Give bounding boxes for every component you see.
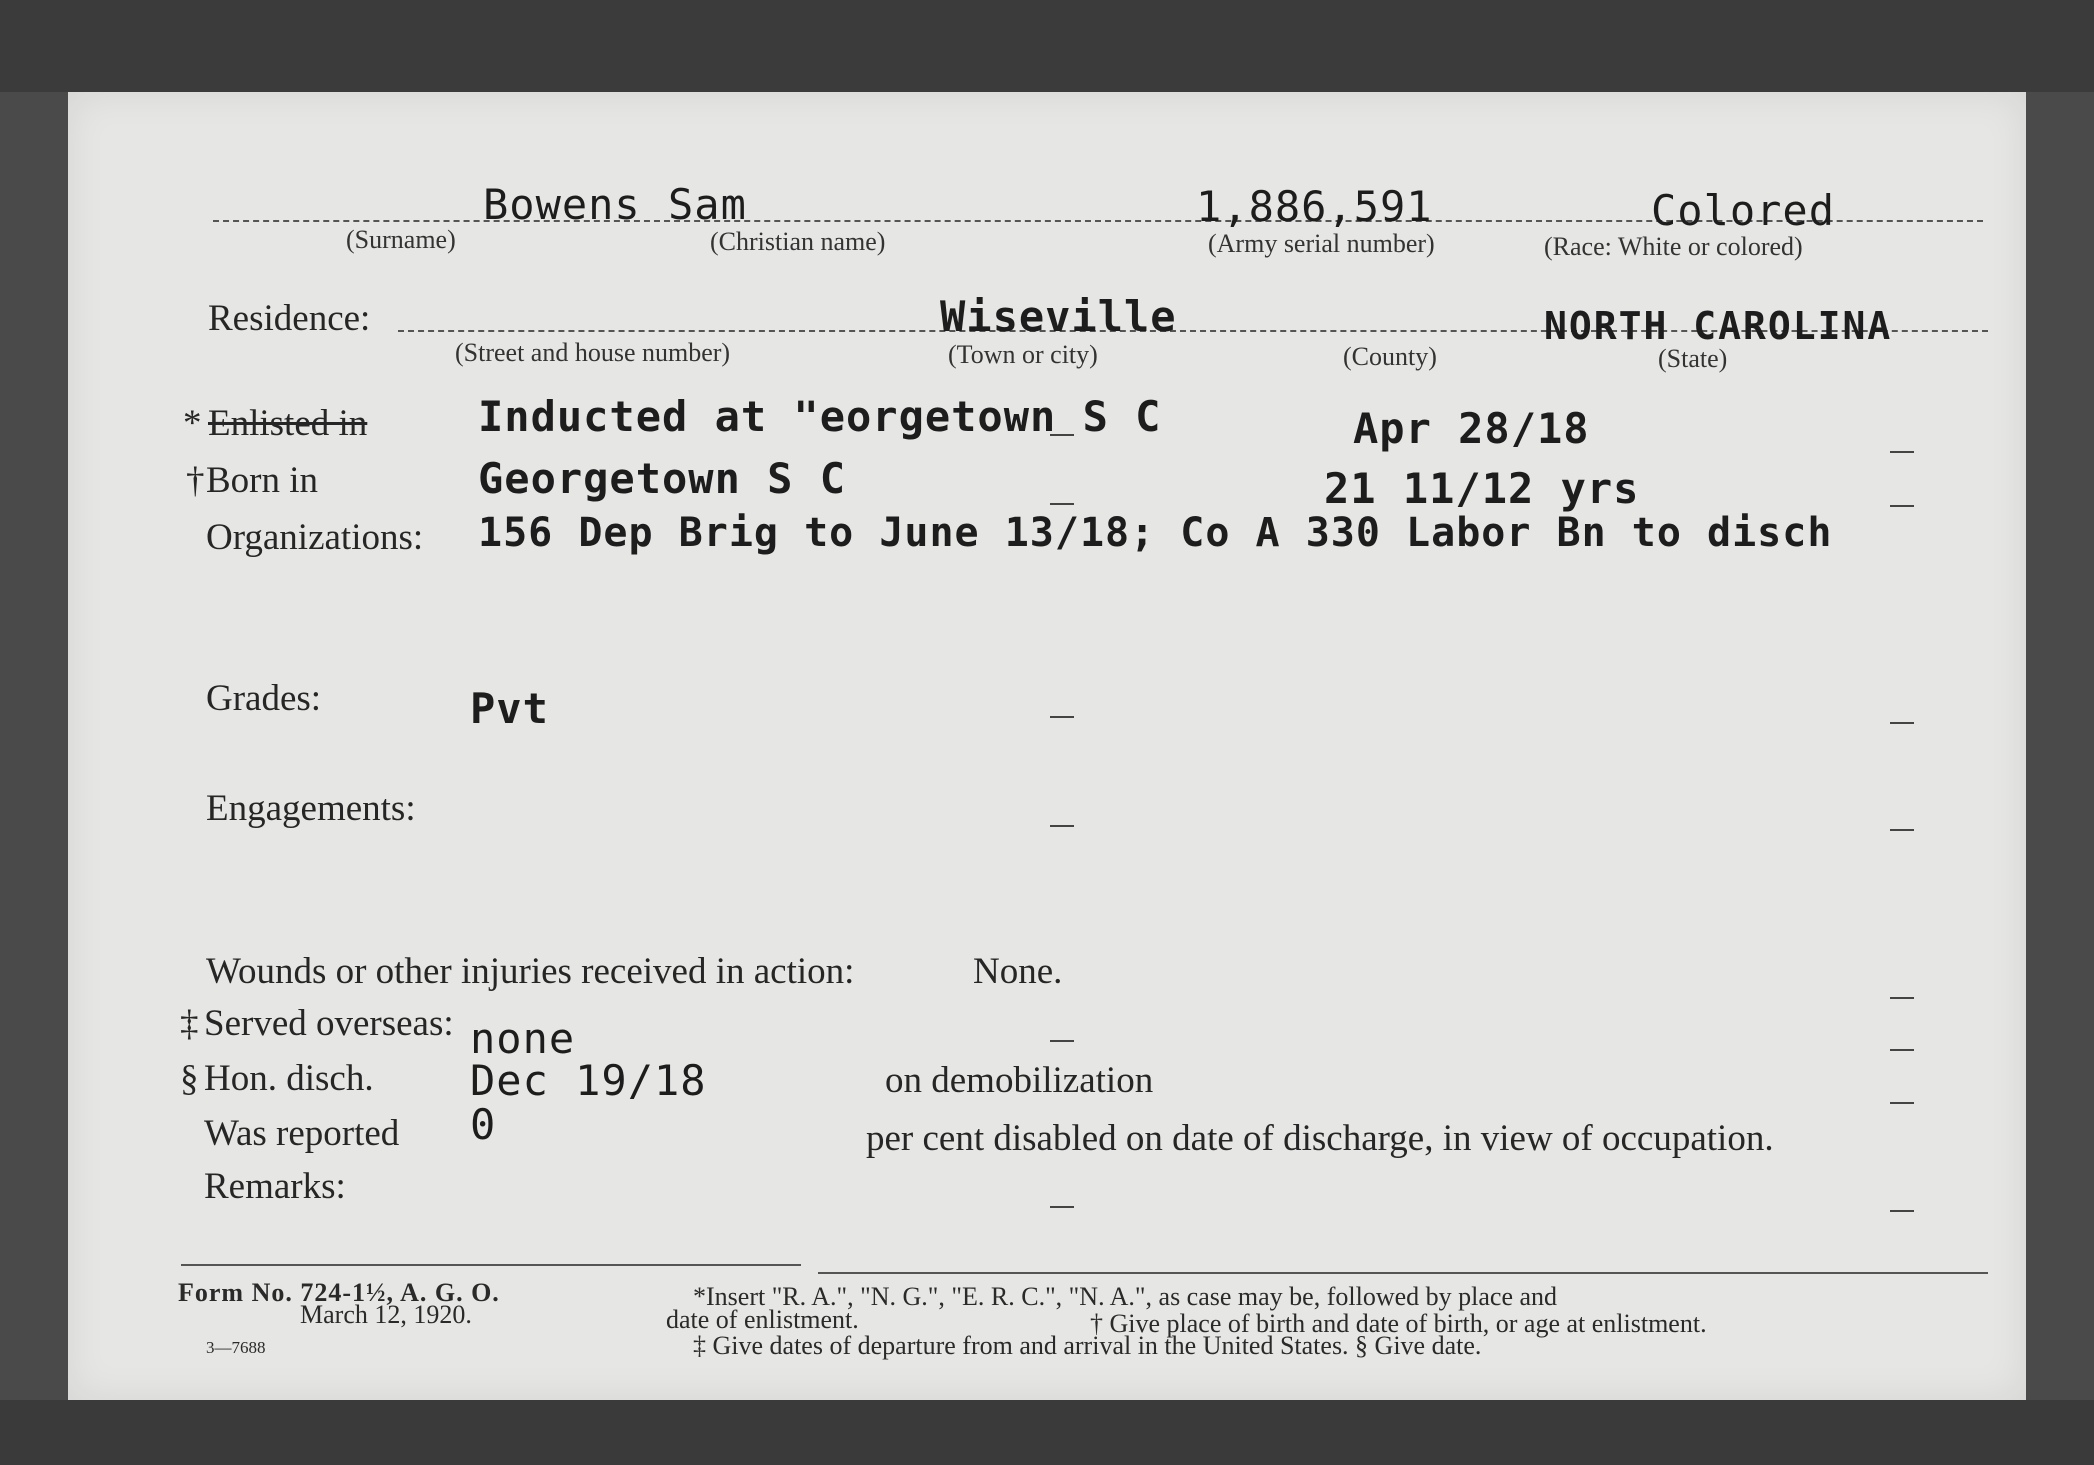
residence-state-value: NORTH CAROLINA xyxy=(1544,304,1893,348)
hon-disch-date: Dec 19/18 xyxy=(470,1056,707,1105)
scan-background-top xyxy=(0,0,2094,92)
enlisted-value: Inducted at "eorgetown S C xyxy=(478,392,1162,441)
christian-name-value: Sam xyxy=(668,180,747,229)
serial-number-value: 1,886,591 xyxy=(1196,182,1433,231)
tick-mark xyxy=(1890,1049,1914,1051)
service-record-card xyxy=(68,92,2026,1400)
town-caption: (Town or city) xyxy=(948,340,1098,369)
organizations-value: 156 Dep Brig to June 13/18; Co A 330 Labor Bn to disch xyxy=(478,510,1833,556)
tick-mark xyxy=(1050,1206,1074,1208)
footer-note-line1: *Insert "R. A.", "N. G.", "E. R. C.", "N. A.", as case may be, followed by place and xyxy=(693,1282,1558,1311)
remarks-label: Remarks: xyxy=(204,1166,346,1207)
reported-value: 0 xyxy=(470,1100,497,1149)
tick-mark xyxy=(1050,716,1074,718)
overseas-label: Served overseas: xyxy=(204,1003,454,1044)
tick-mark xyxy=(1890,722,1914,724)
tick-mark xyxy=(1890,1102,1914,1104)
state-caption: (State) xyxy=(1658,344,1728,373)
footer-note-line2b: † Give place of birth and date of birth, or age at enlistment. xyxy=(1090,1309,1707,1338)
born-marker: † xyxy=(186,460,205,501)
tick-mark xyxy=(1050,825,1074,827)
tick-mark xyxy=(1890,505,1914,507)
footer-rule-right xyxy=(818,1272,1988,1274)
engagements-label: Engagements: xyxy=(206,788,416,829)
footer-rule-left xyxy=(181,1264,801,1266)
reported-label: Was reported xyxy=(204,1113,400,1154)
tick-mark xyxy=(1050,434,1074,436)
residence-town-value: Wiseville xyxy=(940,292,1177,341)
grades-label: Grades: xyxy=(206,678,322,719)
footer-note-line2a: date of enlistment. xyxy=(666,1305,859,1334)
form-number: Form No. 724-1½, A. G. O. xyxy=(178,1278,500,1307)
tick-mark xyxy=(1890,451,1914,453)
enlisted-date: Apr 28/18 xyxy=(1353,404,1590,453)
hon-disch-marker: § xyxy=(180,1058,199,1099)
footer-note-line3: ‡ Give dates of departure from and arrival in the United States. § Give date. xyxy=(693,1331,1482,1360)
wounds-value: None. xyxy=(973,951,1063,992)
christian-name-caption: (Christian name) xyxy=(710,227,886,256)
tick-mark xyxy=(1050,503,1074,505)
born-label: Born in xyxy=(206,460,319,501)
enlisted-marker: * xyxy=(183,403,202,444)
surname-value: Bowens xyxy=(483,180,641,229)
born-value: Georgetown S C xyxy=(478,454,847,503)
residence-label: Residence: xyxy=(208,298,371,339)
scan-background-bottom xyxy=(0,1400,2094,1465)
hon-disch-label: Hon. disch. xyxy=(204,1058,374,1099)
county-caption: (County) xyxy=(1343,342,1437,371)
overseas-marker: ‡ xyxy=(180,1003,199,1044)
race-caption: (Race: White or colored) xyxy=(1544,232,1803,261)
age-value: 21 11/12 yrs xyxy=(1324,464,1640,513)
print-code: 3—7688 xyxy=(206,1338,266,1357)
tick-mark xyxy=(1050,1040,1074,1042)
tick-mark xyxy=(1890,997,1914,999)
organizations-label: Organizations: xyxy=(206,517,424,558)
enlisted-label: Enlisted in xyxy=(208,403,368,444)
hon-disch-note: on demobilization xyxy=(885,1060,1154,1101)
street-caption: (Street and house number) xyxy=(455,338,731,367)
serial-caption: (Army serial number) xyxy=(1208,229,1435,258)
grades-value: Pvt xyxy=(470,684,549,733)
tick-mark xyxy=(1890,1210,1914,1212)
surname-caption: (Surname) xyxy=(346,225,456,254)
tick-mark xyxy=(1890,829,1914,831)
reported-note: per cent disabled on date of discharge, in view of occupation. xyxy=(866,1118,1774,1159)
overseas-value: none xyxy=(470,1014,576,1063)
race-value: Colored xyxy=(1651,186,1836,235)
wounds-label: Wounds or other injuries received in action: xyxy=(206,951,855,992)
form-date: March 12, 1920. xyxy=(300,1300,472,1329)
